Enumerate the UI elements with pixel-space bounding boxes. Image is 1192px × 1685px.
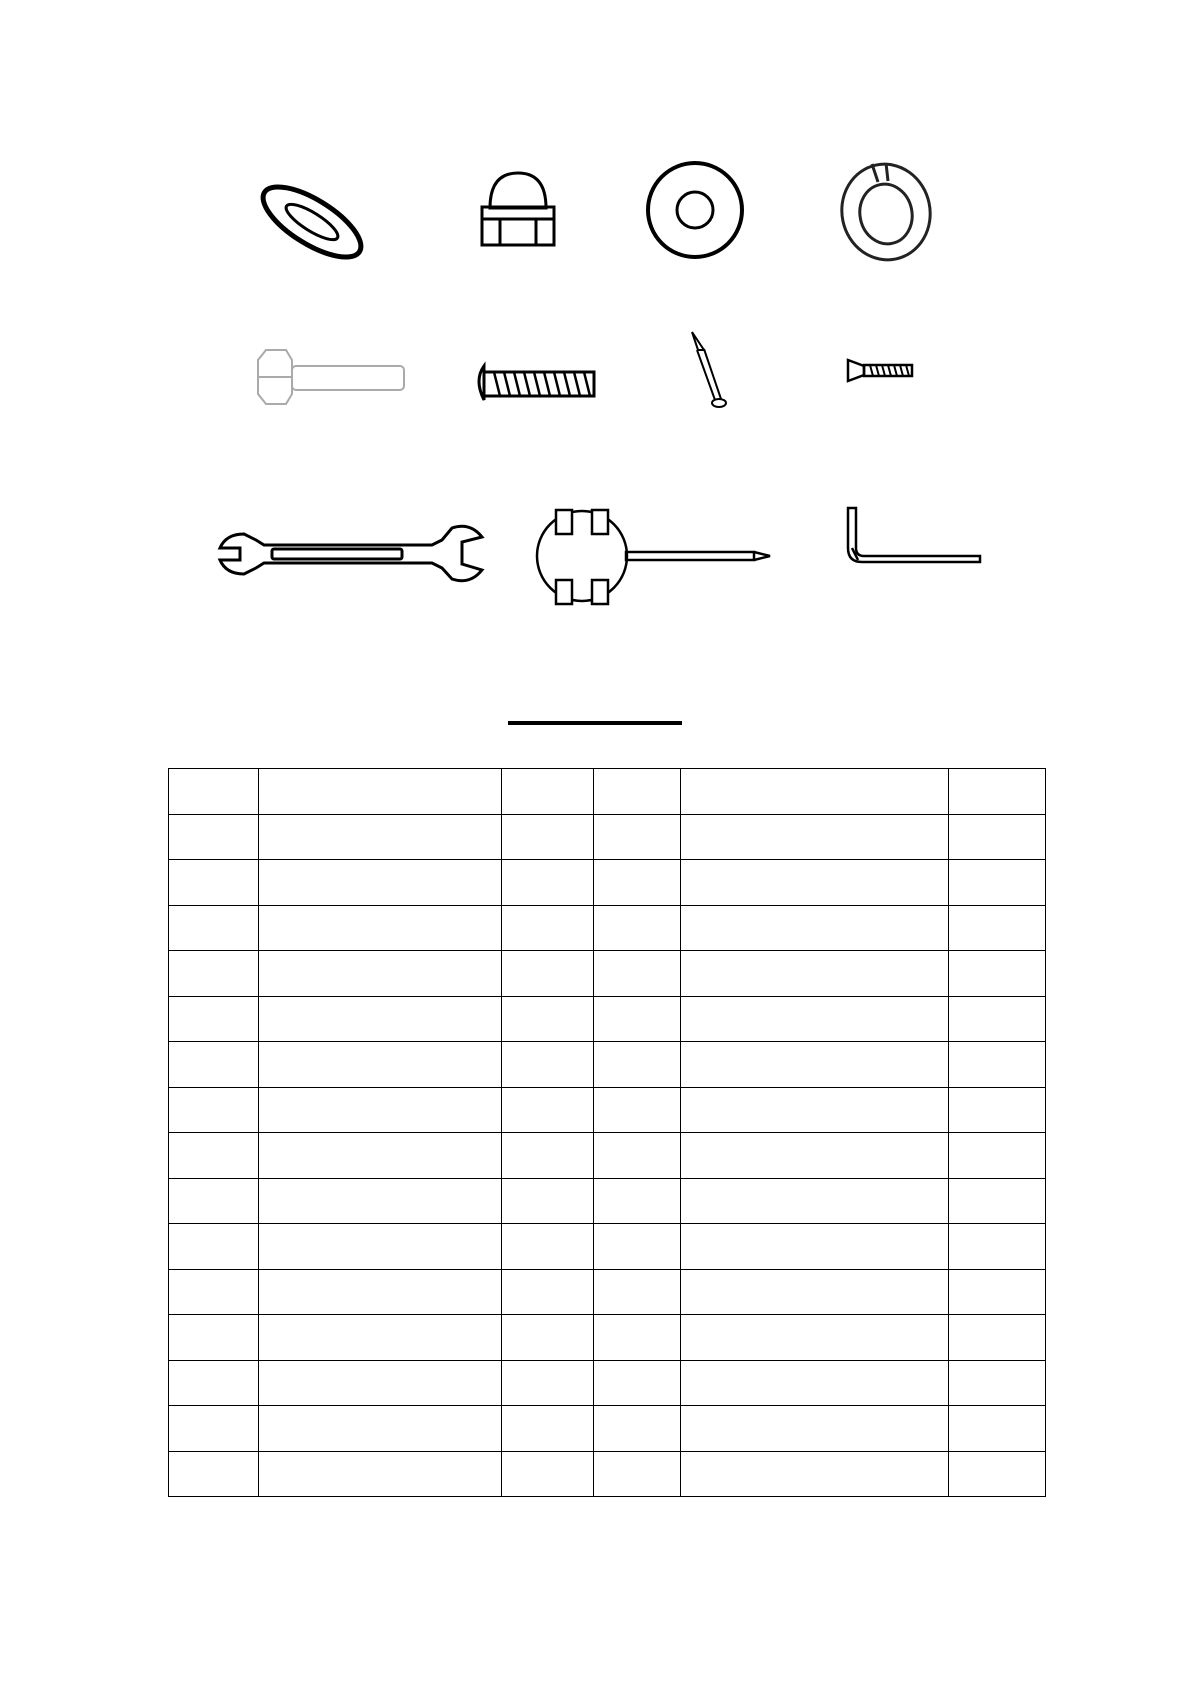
table-cell <box>502 814 594 860</box>
table-cell <box>949 905 1046 951</box>
table-cell <box>594 1406 681 1452</box>
table-row <box>169 1451 1046 1497</box>
open-end-wrench-icon <box>220 526 482 580</box>
table-cell <box>681 996 949 1042</box>
table-cell <box>502 860 594 906</box>
table-cell <box>949 996 1046 1042</box>
table-row <box>169 814 1046 860</box>
self-tapping-screw-icon <box>692 332 726 407</box>
parts-table <box>168 768 1046 1497</box>
table-cell <box>681 951 949 997</box>
table-cell <box>502 1451 594 1497</box>
table-row <box>169 996 1046 1042</box>
table-cell <box>949 951 1046 997</box>
table-header-row <box>169 769 1046 815</box>
table-row <box>169 905 1046 951</box>
table-cell <box>502 1087 594 1133</box>
multi-wrench-screwdriver-icon <box>537 510 770 604</box>
table-cell <box>502 1133 594 1179</box>
table-cell <box>594 1087 681 1133</box>
table-cell <box>169 860 259 906</box>
table-header-cell <box>681 769 949 815</box>
table-cell <box>594 1178 681 1224</box>
table-cell <box>259 996 502 1042</box>
table-cell <box>594 1315 681 1361</box>
table-cell <box>169 814 259 860</box>
hex-bolt-icon <box>258 350 404 404</box>
table-cell <box>681 1269 949 1315</box>
table-cell <box>949 1315 1046 1361</box>
flat-washer-icon <box>648 163 742 257</box>
table-cell <box>502 905 594 951</box>
table-cell <box>594 1133 681 1179</box>
table-header-cell <box>169 769 259 815</box>
table-cell <box>259 1178 502 1224</box>
table-cell <box>681 1406 949 1452</box>
table-cell <box>594 996 681 1042</box>
table-cell <box>594 1451 681 1497</box>
table-cell <box>169 1224 259 1270</box>
table-cell <box>169 1406 259 1452</box>
table-cell <box>169 1133 259 1179</box>
table-cell <box>949 1133 1046 1179</box>
table-cell <box>169 1451 259 1497</box>
table-cell <box>502 1406 594 1452</box>
table-cell <box>949 1360 1046 1406</box>
table-header-cell <box>502 769 594 815</box>
table-cell <box>949 1406 1046 1452</box>
table-row <box>169 1087 1046 1133</box>
table-cell <box>681 1133 949 1179</box>
table-row <box>169 1360 1046 1406</box>
table-cell <box>681 905 949 951</box>
table-row <box>169 1178 1046 1224</box>
title-underline <box>508 721 682 725</box>
table-cell <box>502 1360 594 1406</box>
table-cell <box>259 1042 502 1088</box>
allen-key-icon <box>848 508 980 562</box>
page-title <box>508 690 682 718</box>
table-cell <box>259 1224 502 1270</box>
cap-nut-icon <box>482 173 554 245</box>
table-cell <box>594 860 681 906</box>
table-cell <box>259 905 502 951</box>
table-cell <box>594 951 681 997</box>
table-cell <box>949 1087 1046 1133</box>
table-cell <box>169 1178 259 1224</box>
countersunk-screw-icon <box>848 360 912 381</box>
table-cell <box>259 1087 502 1133</box>
table-cell <box>949 1269 1046 1315</box>
table-header-cell <box>949 769 1046 815</box>
table-cell <box>169 1360 259 1406</box>
table-cell <box>681 1224 949 1270</box>
table-cell <box>681 1087 949 1133</box>
table-cell <box>259 1269 502 1315</box>
table-cell <box>502 1224 594 1270</box>
table-row <box>169 1406 1046 1452</box>
table-cell <box>259 1451 502 1497</box>
table-header-cell <box>594 769 681 815</box>
table-cell <box>681 814 949 860</box>
curved-washer-icon <box>253 174 371 271</box>
table-cell <box>949 1178 1046 1224</box>
table-cell <box>681 1360 949 1406</box>
table-cell <box>949 1042 1046 1088</box>
table-cell <box>259 951 502 997</box>
table-cell <box>594 905 681 951</box>
table-row <box>169 1269 1046 1315</box>
table-cell <box>259 1406 502 1452</box>
table-cell <box>594 1042 681 1088</box>
table-cell <box>594 1360 681 1406</box>
table-cell <box>259 860 502 906</box>
table-header-cell <box>259 769 502 815</box>
table-row <box>169 1224 1046 1270</box>
table-cell <box>169 905 259 951</box>
table-cell <box>502 996 594 1042</box>
table-cell <box>259 1315 502 1361</box>
table-cell <box>169 1087 259 1133</box>
table-cell <box>169 1042 259 1088</box>
table-cell <box>259 814 502 860</box>
table-row <box>169 860 1046 906</box>
table-body <box>169 814 1046 1497</box>
table-cell <box>681 1178 949 1224</box>
table-cell <box>169 1269 259 1315</box>
table-cell <box>681 1315 949 1361</box>
table-cell <box>949 1451 1046 1497</box>
table-cell <box>259 1133 502 1179</box>
table-cell <box>949 1224 1046 1270</box>
table-row <box>169 1133 1046 1179</box>
table-cell <box>502 1269 594 1315</box>
table-cell <box>949 814 1046 860</box>
table-cell <box>502 1315 594 1361</box>
table-cell <box>681 1451 949 1497</box>
table-cell <box>594 1269 681 1315</box>
table-cell <box>594 1224 681 1270</box>
table-cell <box>949 860 1046 906</box>
table-cell <box>259 1360 502 1406</box>
table-row <box>169 1042 1046 1088</box>
table-cell <box>681 1042 949 1088</box>
table-cell <box>594 814 681 860</box>
table-cell <box>502 951 594 997</box>
table-cell <box>502 1042 594 1088</box>
table-row <box>169 1315 1046 1361</box>
round-head-screw-icon <box>479 366 594 400</box>
table-cell <box>681 860 949 906</box>
table-row <box>169 951 1046 997</box>
table-cell <box>502 1178 594 1224</box>
table-cell <box>169 1315 259 1361</box>
table-cell <box>169 951 259 997</box>
spring-washer-icon <box>833 156 939 268</box>
table-cell <box>169 996 259 1042</box>
